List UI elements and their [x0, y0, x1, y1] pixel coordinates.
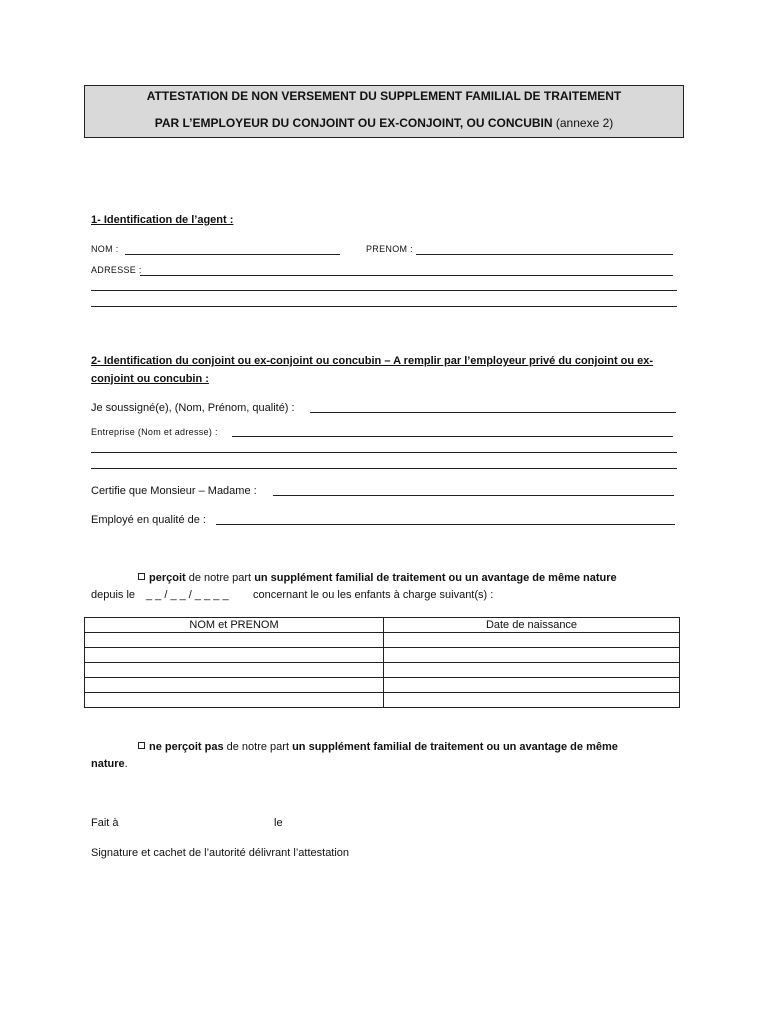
table-cell-date[interactable]: [384, 678, 680, 693]
adresse-label: ADRESSE :: [91, 265, 142, 275]
option-percoit: [138, 572, 617, 584]
table-cell-nom[interactable]: [85, 693, 384, 708]
table-cell-date[interactable]: [384, 648, 680, 663]
section-2-heading-line-1: 2- Identification du conjoint ou ex-conjoint ou concubin – A remplir par l’employeur privé du conjoint ou ex-: [91, 355, 654, 367]
section-2-heading-line-2: conjoint ou concubin :: [91, 373, 209, 385]
title-box: [84, 85, 684, 138]
table-cell-date[interactable]: [384, 693, 680, 708]
children-table: [84, 617, 680, 708]
table-row: [85, 633, 680, 648]
ne-percoit-pas-checkbox[interactable]: [138, 742, 145, 749]
ne-percoit-pas-tail: .: [124, 758, 128, 770]
entreprise-field-2[interactable]: [91, 452, 677, 453]
title-annex: (annexe 2): [552, 116, 614, 130]
title-line-1: ATTESTATION DE NON VERSEMENT DU SUPPLEMENT FAMILIAL DE TRAITEMENT: [146, 89, 622, 103]
percoit-bold-1: perçoit: [149, 572, 186, 584]
nom-label: NOM :: [91, 244, 119, 254]
fait-a-label: Fait à: [91, 817, 119, 829]
signature-label: Signature et cachet de l’autorité délivrant l’attestation: [91, 847, 350, 859]
table-header-date: Date de naissance: [384, 618, 680, 633]
table-cell-nom[interactable]: [85, 663, 384, 678]
depuis-label: depuis le: [91, 589, 136, 601]
entreprise-label: Entreprise (Nom et adresse) :: [91, 427, 218, 437]
ne-percoit-pas-normal-1: de notre part: [223, 741, 293, 753]
ne-percoit-pas-line-2: [91, 758, 128, 770]
date-field[interactable]: _ _ / _ _ / _ _ _ _: [146, 589, 229, 601]
ne-percoit-pas-bold-2: un supplément familial de traitement ou un avantage de même: [292, 741, 618, 753]
table-cell-date[interactable]: [384, 633, 680, 648]
percoit-normal-1: de notre part: [185, 572, 255, 584]
table-header-nom: NOM et PRENOM: [85, 618, 384, 633]
title-line-2: [85, 116, 683, 130]
table-cell-date[interactable]: [384, 663, 680, 678]
certifie-field[interactable]: [273, 495, 674, 496]
prenom-label: PRENOM :: [366, 244, 413, 254]
entreprise-field-3[interactable]: [91, 468, 677, 469]
table-header-row: [85, 618, 680, 633]
option-ne-percoit-pas: [138, 741, 618, 753]
adresse-field-3[interactable]: [91, 306, 677, 307]
prenom-field[interactable]: [416, 254, 673, 255]
employe-label: Employé en qualité de :: [91, 514, 206, 526]
title-line-2-bold: PAR L’EMPLOYEUR DU CONJOINT OU EX-CONJOINT, OU CONCUBIN: [154, 116, 553, 130]
le-label: le: [274, 817, 283, 829]
percoit-checkbox[interactable]: [138, 573, 145, 580]
section-1-heading: 1- Identification de l’agent :: [91, 214, 234, 226]
ne-percoit-pas-bold-3: nature: [91, 758, 125, 770]
entreprise-field-1[interactable]: [232, 436, 673, 437]
adresse-field-1[interactable]: [140, 275, 673, 276]
table-row: [85, 678, 680, 693]
table-cell-nom[interactable]: [85, 648, 384, 663]
table-cell-nom[interactable]: [85, 678, 384, 693]
soussigne-label: Je soussigné(e), (Nom, Prénom, qualité) :: [91, 402, 295, 414]
percoit-bold-2: un supplément familial de traitement ou un avantage de même nature: [254, 572, 617, 584]
nom-field[interactable]: [125, 254, 340, 255]
table-row: [85, 693, 680, 708]
certifie-label: Certifie que Monsieur – Madame :: [91, 485, 257, 497]
adresse-field-2[interactable]: [91, 290, 677, 291]
soussigne-field[interactable]: [310, 412, 676, 413]
ne-percoit-pas-bold-1: ne perçoit pas: [149, 741, 224, 753]
table-row: [85, 648, 680, 663]
table-row: [85, 663, 680, 678]
concernant-label: concernant le ou les enfants à charge suivant(s) :: [253, 589, 494, 601]
table-cell-nom[interactable]: [85, 633, 384, 648]
employe-field[interactable]: [216, 524, 675, 525]
